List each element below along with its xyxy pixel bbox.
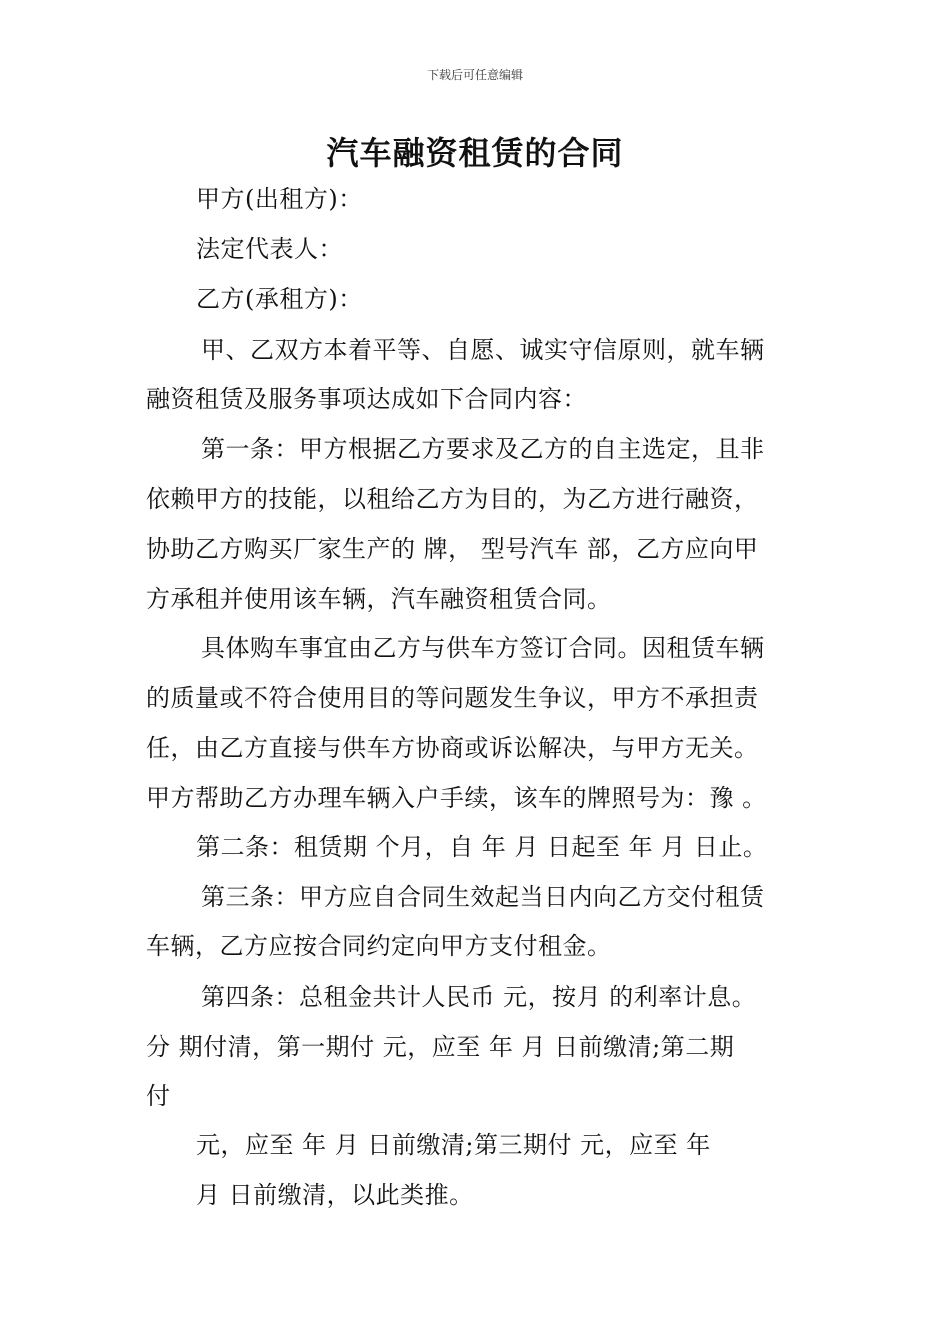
intro-line: 融资租赁及服务事项达成如下合同内容： bbox=[146, 385, 587, 413]
article4-line: 第四条：总租金共计人民币 元，按月 的利率计息。 bbox=[201, 983, 757, 1011]
intro-line: 甲、乙双方本着平等、自愿、诚实守信原则，就车辆 bbox=[201, 336, 765, 364]
document-title: 汽车融资租赁的合同 bbox=[326, 134, 624, 172]
article2-line: 第二条：租赁期 个月，自 年 月 日起至 年 月 日止。 bbox=[196, 833, 768, 861]
article1-line: 协助乙方购买厂家生产的 牌， 型号汽车 部，乙方应向甲 bbox=[146, 535, 759, 563]
header-note: 下载后可任意编辑 bbox=[426, 68, 523, 82]
article1-line: 方承租并使用该车辆，汽车融资租赁合同。 bbox=[146, 585, 612, 613]
article3-line: 车辆，乙方应按合同约定向甲方支付租金。 bbox=[146, 932, 612, 960]
article1-line: 第一条：甲方根据乙方要求及乙方的自主选定，且非 bbox=[201, 435, 765, 463]
article3-line: 第三条：甲方应自合同生效起当日内向乙方交付租赁 bbox=[201, 883, 765, 911]
purchase-line: 具体购车事宜由乙方与供车方签订合同。因租赁车辆 bbox=[201, 634, 765, 662]
legal-representative-line: 法定代表人： bbox=[196, 235, 343, 263]
party-a-line: 甲方(出租方)： bbox=[196, 185, 363, 213]
purchase-line: 的质量或不符合使用目的等问题发生争议，甲方不承担责 bbox=[146, 684, 759, 712]
continuation-line: 元，应至 年 月 日前缴清;第三期付 元，应至 年 bbox=[196, 1131, 711, 1159]
purchase-line: 甲方帮助乙方办理车辆入户手续，该车的牌照号为：豫 。 bbox=[146, 784, 767, 812]
article1-line: 依赖甲方的技能，以租给乙方为目的，为乙方进行融资， bbox=[146, 485, 759, 513]
article4-line: 分 期付清，第一期付 元，应至 年 月 日前缴清;第二期 bbox=[146, 1033, 735, 1061]
purchase-line: 任，由乙方直接与供车方协商或诉讼解决，与甲方无关。 bbox=[146, 734, 759, 762]
article4-line: 付 bbox=[146, 1082, 171, 1110]
continuation-line: 月 日前缴清，以此类推。 bbox=[196, 1181, 474, 1209]
party-b-line: 乙方(承租方)： bbox=[196, 285, 363, 313]
